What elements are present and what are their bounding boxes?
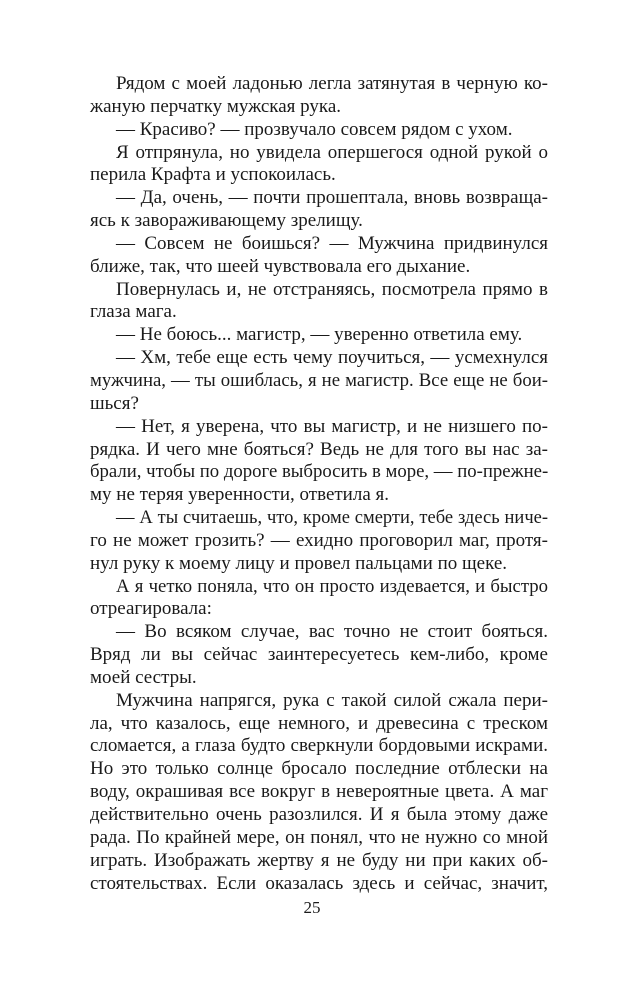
text-line: ближе, так, что шеей чувствовала его дыхание. — [90, 255, 471, 277]
text-line: мужчина, — ты ошиблась, я не магистр. Все еще не бои- — [90, 369, 548, 391]
text-line: Повернулась и, не отстраняясь, посмотрела прямо в — [116, 278, 548, 300]
page-text — [90, 73, 548, 895]
text-line: стоятельствах. Если оказалась здесь и сейчас, значит, — [90, 872, 548, 894]
text-line: А я четко поняла, что он просто издевается, и быстро — [116, 575, 548, 597]
text-line: — Не боюсь... магистр, — уверенно ответила ему. — [116, 324, 523, 346]
text-line: ла, что казалось, еще немного, и древесина с треском — [90, 712, 548, 734]
text-line: сломается, а глаза будто сверкнули бордовыми искрами. — [90, 735, 548, 757]
text-line: нул руку к моему лицу и провел пальцами по щеке. — [90, 552, 508, 574]
text-line: — Да, очень, — почти прошептала, вновь возвраща- — [116, 187, 548, 209]
text-line: играть. Изображать жертву я не буду ни при каких об- — [90, 849, 548, 871]
text-line: Мужчина напрягся, рука с такой силой сжала пери- — [116, 689, 548, 711]
text-line: му не теряя уверенности, ответила я. — [90, 484, 389, 506]
text-line: воду, окрашивая все вокруг в невероятные цвета. А маг — [90, 781, 548, 803]
text-line: — А ты считаешь, что, кроме смерти, тебе здесь ниче- — [116, 508, 548, 529]
text-line: отреагировала: — [90, 598, 212, 620]
text-line: Рядом с моей ладонью легла затянутая в черную ко- — [116, 73, 548, 94]
text-line: рядка. И чего мне бояться? Ведь не для того вы нас за- — [90, 438, 548, 460]
text-line: — Хм, тебе еще есть чему поучиться, — усмехнулся — [116, 347, 548, 369]
text-line: брали, чтобы по дороге выбросить в море, — по-прежне- — [90, 461, 549, 483]
text-line: го не может грозить? — ехидно проговорил маг, протя- — [90, 529, 548, 551]
text-line: жаную перчатку мужская рука. — [90, 95, 342, 117]
text-line: — Совсем не боишься? — Мужчина придвинулся — [116, 232, 548, 254]
page-number: 25 — [303, 898, 321, 917]
text-line: глаза мага. — [90, 301, 177, 323]
text-line: Вряд ли вы сейчас заинтересуетесь кем-либо, кроме — [90, 644, 548, 666]
text-line: — Нет, я уверена, что вы магистр, и не низшего по- — [116, 415, 548, 437]
text-line: перила Крафта и успокоилась. — [90, 164, 336, 186]
text-line: Я отпрянула, но увидела опершегося одной рукой о — [116, 141, 548, 163]
text-line: шься? — [90, 392, 139, 414]
text-line: — Красиво? — прозвучало совсем рядом с ухом. — [116, 118, 513, 140]
text-line: моей сестры. — [90, 666, 197, 688]
text-line: действительно очень разозлился. И я была этому даже — [90, 804, 548, 825]
text-line: — Во всяком случае, вас точно не стоит бояться. — [116, 621, 548, 643]
text-line: ясь к завораживающему зрелищу. — [90, 210, 363, 232]
text-line: Но это только солнце бросало последние отблески на — [90, 758, 548, 780]
text-line: рада. По крайней мере, он понял, что не нужно со мной — [90, 826, 548, 848]
